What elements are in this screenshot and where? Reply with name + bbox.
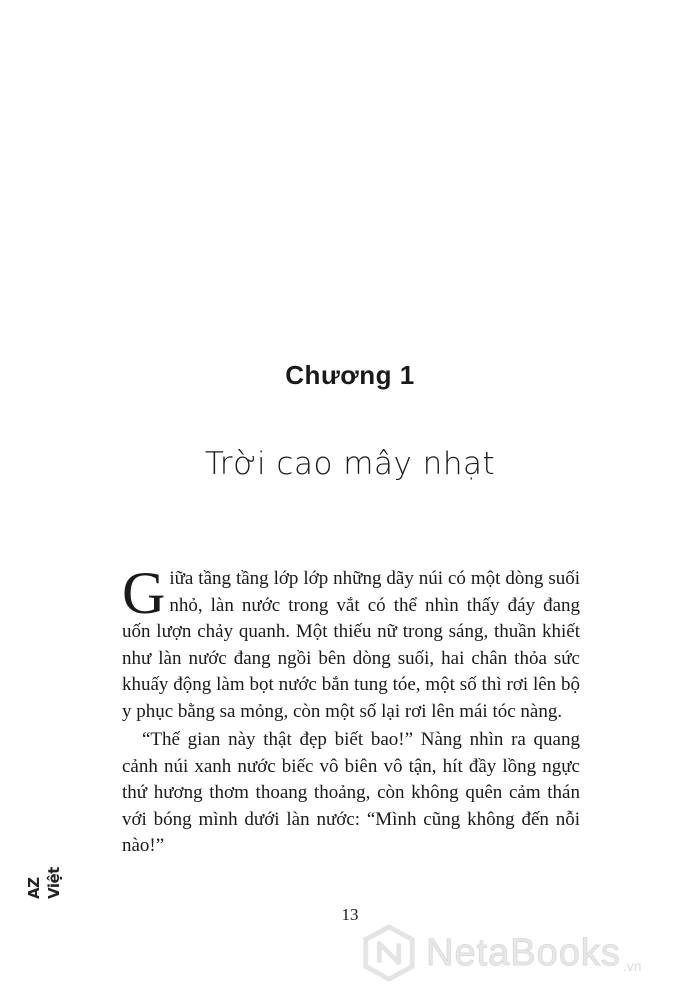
chapter-title: Trời cao mây nhạt — [204, 446, 496, 482]
watermark — [360, 918, 690, 988]
publisher-logo: AZ Việt — [25, 867, 63, 899]
paragraph-1 — [122, 560, 580, 725]
page-number: 13 — [341, 905, 359, 924]
watermark-suffix: .vn — [622, 958, 642, 974]
netabooks-logo-icon — [360, 924, 418, 982]
paragraph-2: “Thế gian này thật đẹp biết bao!” Nàng nhìn ra quang cảnh núi xanh nước biếc vô biên vô tận, hít đầy lồng ngực thứ hương thơm thoang thoảng, còn không quên cảm thán với bóng mình dưới làn nước: “Mình cũng không đến nỗi nào!” — [122, 729, 580, 856]
watermark-text: NetaBooks — [426, 931, 621, 974]
paragraph-1-text: iữa tầng tầng lớp lớp những dãy núi có một dòng suối nhỏ, làn nước trong vắt có thể nhìn thấy đáy đang uốn lượn chảy quanh. Một thiếu nữ trong sáng, thuần khiết như làn nước đang ngồi bên dòng suối, hai chân thỏa sức khuấy động làm bọt nước bắn tung tóe, một số thì rơi lên bộ y phục bằng sa mỏng, còn một số lại rơi lên mái tóc nàng. — [122, 568, 580, 722]
body-text — [122, 560, 580, 860]
chapter-label: Chương 1 — [285, 360, 415, 390]
drop-cap: G — [122, 560, 166, 626]
